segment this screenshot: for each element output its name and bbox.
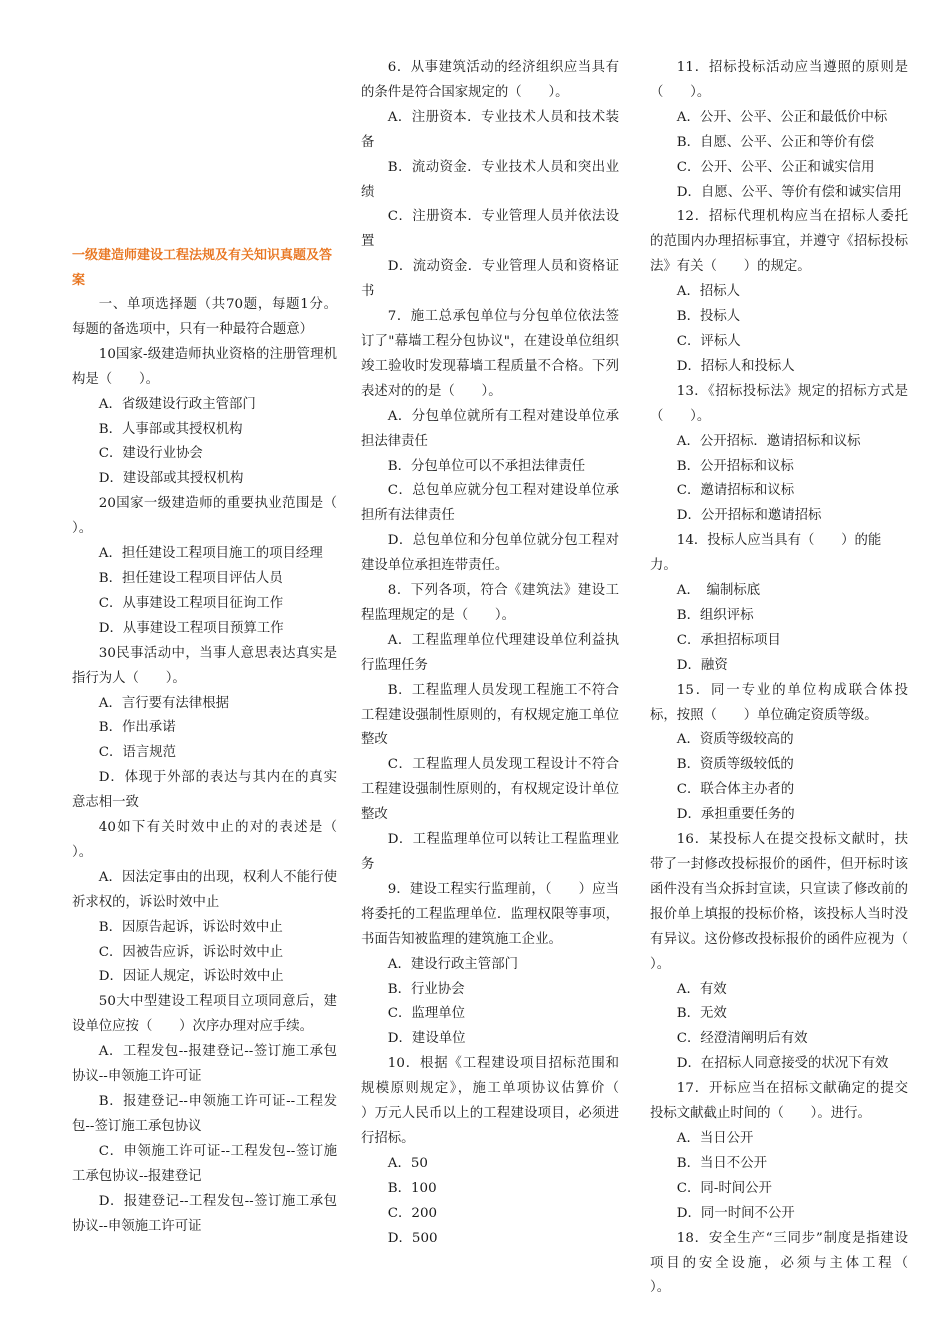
paragraph: 40如下有关时效中止的对的表述是（ ）。 <box>72 820 364 860</box>
paragraph: 13．《招标投标法》规定的招标方式是（ ）。 <box>650 383 908 424</box>
paragraph: 一、单项选择题（共70题，每题1分。每题的备选项中，只有一种最符合题意） <box>72 297 337 337</box>
answer-option: A．资质等级较高的 <box>676 732 794 748</box>
document-title: 一级建造师建设工程法规及有关知识真题及答案 <box>72 248 333 288</box>
answer-option: A．公开、公平、公正和最低价中标 <box>676 109 888 125</box>
paragraph: A．分包单位就所有工程对建设单位承担法律责任 <box>361 408 619 449</box>
col1-body <box>72 293 364 1239</box>
paragraph: A．担任建设工程项目施工的项目经理 <box>98 546 323 562</box>
answer-option: C．建设行业协会 <box>98 446 203 462</box>
paragraph: 7．施工总承包单位与分包单位依法签订了"幕墙工程分包协议"，在建设单位组织竣工验收时发现幕墙工程质量不合格。下列表述对的的是（ ）。 <box>361 309 619 399</box>
answer-option: B．人事部或其授权机构 <box>98 421 243 437</box>
answer-option: B．自愿、公平、公正和等价有偿 <box>676 134 875 150</box>
column-3 <box>650 56 935 1301</box>
answer-option: B．分包单位可以不承担法律责任 <box>387 458 586 474</box>
answer-option: A．公开招标．邀请招标和议标 <box>676 433 861 449</box>
paragraph: 20国家一级建造师的重要执业范围是（ ）。 <box>72 496 364 537</box>
answer-option: B．组织评标 <box>676 607 754 623</box>
answer-option: B．作出承诺 <box>98 720 176 736</box>
paragraph: C．总包单应就分包工程对建设单位承担所有法律责任 <box>361 483 619 524</box>
answer-option: A．省级建设行政主管部门 <box>98 396 256 412</box>
answer-option: C．联合体主办者的 <box>676 782 795 798</box>
answer-option: A．有效 <box>676 981 727 997</box>
answer-option: A．招标人 <box>676 284 741 300</box>
answer-option: C．评标人 <box>676 333 741 349</box>
answer-option: C．同-时间公开 <box>676 1180 772 1196</box>
answer-option: C．200 <box>387 1205 437 1221</box>
answer-option: B．资质等级较低的 <box>676 757 794 773</box>
paragraph: 9．建设工程实行监理前，（ ）应当将委托的工程监理单位．监理权限等事项，书面告知被监理的建筑施工企业。 <box>361 881 619 947</box>
paragraph: 50大中型建设工程项目立项同意后，建设单位应按（ ）次序办理对应手续。 <box>72 994 337 1035</box>
answer-option: C．邀请招标和议标 <box>676 483 795 499</box>
answer-option: A．言行要有法律根据 <box>98 695 229 711</box>
answer-option: D．建设单位 <box>387 1031 466 1047</box>
answer-option: D．建设部或其授权机构 <box>98 471 244 487</box>
paragraph: 11．招标投标活动应当遵照的原则是（ ）。 <box>650 60 908 100</box>
answer-option: C．经澄清阐明后有效 <box>676 1031 808 1047</box>
paragraph: 18．安全生产“三同步”制度是指建设项目的安全设施，必须与主体工程（ ）。 <box>650 1230 935 1296</box>
paragraph: B．流动资金．专业技术人员和突出业绩 <box>361 159 619 200</box>
paragraph: 15．同一专业的单位构成联合体投标，按照（ ）单位确定资质等级。 <box>650 682 908 723</box>
paragraph: A．工程发包--报建登记--签订施工承包协议--申领施工许可证 <box>72 1044 337 1085</box>
answer-option: C．因被告应诉，诉讼时效中止 <box>98 944 284 960</box>
paragraph: A．因法定事由的出现，权利人不能行使祈求权的，诉讼时效中止 <box>72 869 337 910</box>
answer-option: A．50 <box>387 1155 428 1171</box>
answer-option: D．在招标人同意接受的状况下有效 <box>676 1056 889 1072</box>
answer-option: C．从事建设工程项目征询工作 <box>98 595 284 611</box>
paragraph: 6．从事建筑活动的经济组织应当具有的条件是符合国家规定的（ ）。 <box>361 60 619 100</box>
paragraph: D．总包单位和分包单位就分包工程对建设单位承担连带责任。 <box>361 533 619 574</box>
paragraph: C．注册资本．专业管理人员并依法设置 <box>361 209 619 250</box>
col2-body <box>361 56 646 1252</box>
column-2 <box>361 56 646 1252</box>
answer-option: B．当日不公开 <box>676 1155 767 1171</box>
paragraph: D．工程监理单位可以转让工程监理业务 <box>361 832 619 872</box>
paragraph: A．注册资本．专业技术人员和技术装备 <box>361 109 619 150</box>
answer-option: B．担任建设工程项目评估人员 <box>98 570 283 586</box>
paragraph: D．体现于外部的表达与其内在的真实意志相一致 <box>72 770 337 811</box>
answer-option: A．当日公开 <box>676 1130 754 1146</box>
answer-option: A．建设行政主管部门 <box>387 956 518 972</box>
paragraph: 16．某投标人在提交投标文献时，扶带了一封修改投标报价的函件，但开标时该函件没有当众拆封宣读，只宣读了修改前的报价单上填报的投标价格，该投标人当时没有异议。这份修改投标报价的函件应视为（ ）。 <box>650 832 935 972</box>
answer-option: B．投标人 <box>676 309 741 325</box>
column-1 <box>72 243 364 1239</box>
answer-option: B．公开招标和议标 <box>676 458 794 474</box>
paragraph: 10．根据《工程建设项目招标范围和规模原则规定》，施工单项协议估算价（ ）万元人民币以上的工程建设项目，必须进行招标。 <box>361 1056 646 1146</box>
answer-option: C．承担招标项目 <box>676 632 781 648</box>
paragraph: C．工程监理人员发现工程设计不符合工程建设强制性原则的，有权规定设计单位整改 <box>361 757 619 823</box>
answer-option: D．因证人规定，诉讼时效中止 <box>98 969 284 985</box>
paragraph: 8．下列各项，符合《建筑法》建设工程监理规定的是（ ）。 <box>361 583 619 623</box>
paragraph: C．申领施工许可证--工程发包--签订施工承包协议--报建登记 <box>72 1143 337 1184</box>
answer-option: 14．投标人应当具有（ ）的能力。 <box>650 533 882 574</box>
paragraph: 10国家-级建造师执业资格的注册管理机构是（ ）。 <box>72 346 337 387</box>
answer-option: B．100 <box>387 1180 437 1196</box>
paragraph: D．流动资金．专业管理人员和资格证书 <box>361 259 619 300</box>
paragraph: 17．开标应当在招标文献确定的提交投标文献截止时间的（ ）。进行。 <box>650 1081 908 1122</box>
answer-option: D．从事建设工程项目预算工作 <box>98 620 284 636</box>
answer-option: B．行业协会 <box>387 981 465 997</box>
paragraph: A．工程监理单位代理建设单位利益执行监理任务 <box>361 632 619 673</box>
paragraph: B．报建登记--申领施工许可证--工程发包--签订施工承包协议 <box>72 1094 337 1134</box>
paragraph: B．工程监理人员发现工程施工不符合工程建设强制性原则的，有权规定施工单位整改 <box>361 682 619 748</box>
paragraph: D．自愿、公平、等价有偿和诚实信用 <box>676 184 902 200</box>
paragraph: 12．招标代理机构应当在招标人委托的范围内办理招标事宜，并遵守《招标投标法》有关（ ）的规定。 <box>650 209 908 275</box>
answer-option: B．无效 <box>676 1006 727 1022</box>
answer-option: C．语言规范 <box>98 745 176 761</box>
answer-option: C．监理单位 <box>387 1006 465 1022</box>
answer-option: D．同一时间不公开 <box>676 1205 795 1221</box>
answer-option: D．招标人和投标人 <box>676 358 795 374</box>
answer-option: D．融资 <box>676 657 728 673</box>
answer-option: D．公开招标和邀请招标 <box>676 508 822 524</box>
col3-body <box>650 56 935 1301</box>
paragraph: 30民事活动中，当事人意思表达真实是指行为人（ ）。 <box>72 645 337 686</box>
answer-option: D．承担重要任务的 <box>676 807 795 823</box>
answer-option: A． 编制标底 <box>676 583 761 599</box>
answer-option: C．公开、公平、公正和诚实信用 <box>676 159 875 175</box>
answer-option: D．500 <box>387 1230 438 1246</box>
answer-option: B．因原告起诉，诉讼时效中止 <box>98 919 283 935</box>
paragraph: D．报建登记--工程发包--签订施工承包协议--申领施工许可证 <box>72 1193 337 1234</box>
